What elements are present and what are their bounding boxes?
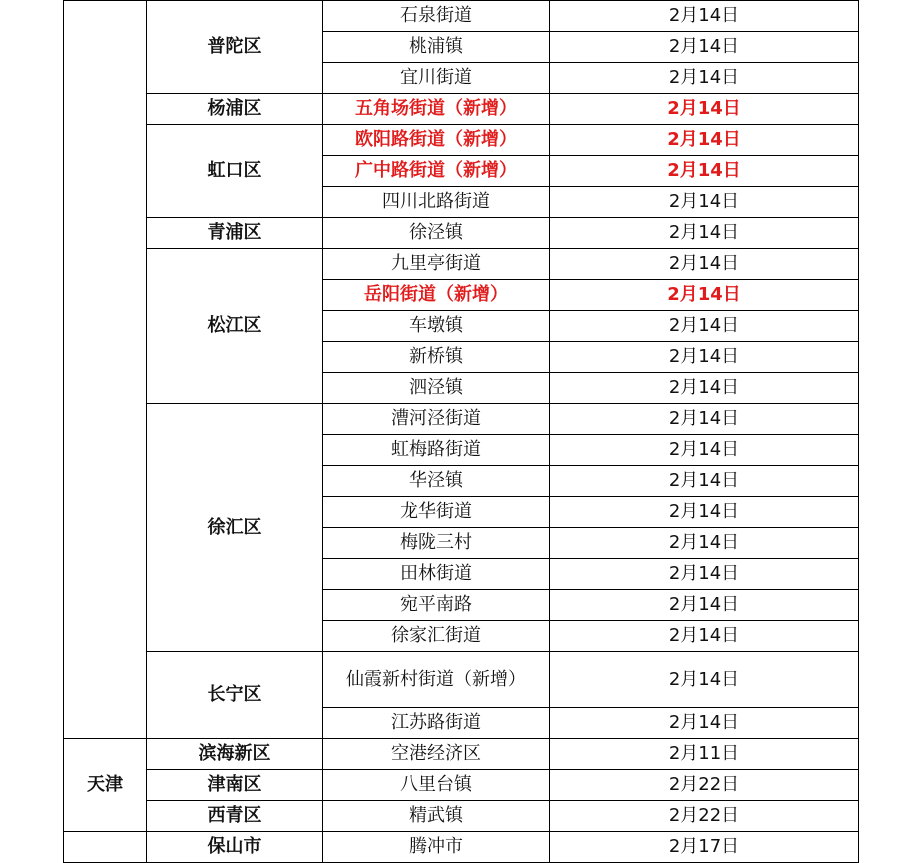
date-cell: 2月22日: [550, 801, 859, 832]
street-cell: 腾冲市: [323, 832, 550, 863]
street-cell: 徐家汇街道: [323, 621, 550, 652]
street-cell-new: 五角场街道（新增）: [323, 94, 550, 125]
date-cell: 2月14日: [550, 590, 859, 621]
table-row: [64, 770, 859, 801]
date-cell: 2月14日: [550, 621, 859, 652]
district-cell: 长宁区: [147, 652, 323, 739]
street-cell: 龙华街道: [323, 497, 550, 528]
date-cell: 2月14日: [550, 435, 859, 466]
risk-area-table: [63, 0, 859, 863]
district-cell: 虹口区: [147, 125, 323, 218]
date-cell: 2月14日: [550, 342, 859, 373]
date-cell: 2月11日: [550, 739, 859, 770]
district-cell: 普陀区: [147, 1, 323, 94]
district-cell: 保山市: [147, 832, 323, 863]
table-row: [64, 801, 859, 832]
date-cell-new: 2月14日: [550, 94, 859, 125]
district-cell: 滨海新区: [147, 739, 323, 770]
street-cell: 泗泾镇: [323, 373, 550, 404]
date-cell: 2月14日: [550, 63, 859, 94]
table-row: [64, 739, 859, 770]
date-cell: 2月14日: [550, 187, 859, 218]
street-cell: 新桥镇: [323, 342, 550, 373]
date-cell: 2月14日: [550, 528, 859, 559]
date-cell: 2月14日: [550, 373, 859, 404]
street-cell: [323, 652, 550, 708]
street-cell: 精武镇: [323, 801, 550, 832]
street-cell: 梅陇三村: [323, 528, 550, 559]
street-cell: 车墩镇: [323, 311, 550, 342]
date-cell-new: 2月14日: [550, 280, 859, 311]
street-cell: 九里亭街道: [323, 249, 550, 280]
street-cell: 石泉街道: [323, 1, 550, 32]
table-row: [64, 652, 859, 708]
street-cell-text: 仙霞新村街道（新增）: [346, 669, 526, 690]
street-cell: 徐泾镇: [323, 218, 550, 249]
date-cell: 2月14日: [550, 1, 859, 32]
date-cell: 2月14日: [550, 404, 859, 435]
date-cell: 2月14日: [550, 218, 859, 249]
province-cell-shanghai: [64, 1, 147, 739]
street-cell: 桃浦镇: [323, 32, 550, 63]
table-row: [64, 832, 859, 863]
street-cell: 四川北路街道: [323, 187, 550, 218]
table-row: [64, 1, 859, 32]
street-cell-new: 欧阳路街道（新增）: [323, 125, 550, 156]
date-cell: 2月14日: [550, 249, 859, 280]
district-cell: 松江区: [147, 249, 323, 404]
street-cell: 宛平南路: [323, 590, 550, 621]
table-row: [64, 249, 859, 280]
date-cell: 2月14日: [550, 466, 859, 497]
district-cell: 杨浦区: [147, 94, 323, 125]
date-cell: 2月22日: [550, 770, 859, 801]
district-cell: 徐汇区: [147, 404, 323, 652]
date-cell: 2月14日: [550, 497, 859, 528]
street-cell-new: 广中路街道（新增）: [323, 156, 550, 187]
date-cell-new: 2月14日: [550, 125, 859, 156]
date-cell: 2月14日: [550, 652, 859, 708]
district-cell: 津南区: [147, 770, 323, 801]
street-cell: 田林街道: [323, 559, 550, 590]
province-cell: [64, 832, 147, 863]
date-cell-new: 2月14日: [550, 156, 859, 187]
district-cell: 青浦区: [147, 218, 323, 249]
street-cell-new: 岳阳街道（新增）: [323, 280, 550, 311]
street-cell: 虹梅路街道: [323, 435, 550, 466]
street-cell: 华泾镇: [323, 466, 550, 497]
district-cell: 西青区: [147, 801, 323, 832]
street-cell: 漕河泾街道: [323, 404, 550, 435]
province-cell: 天津: [64, 739, 147, 832]
street-cell: 江苏路街道: [323, 708, 550, 739]
date-cell: 2月14日: [550, 32, 859, 63]
date-cell: 2月17日: [550, 832, 859, 863]
street-cell: 空港经济区: [323, 739, 550, 770]
table-row: [64, 94, 859, 125]
date-cell: 2月14日: [550, 559, 859, 590]
date-cell: 2月14日: [550, 311, 859, 342]
table-row: [64, 404, 859, 435]
date-cell: 2月14日: [550, 708, 859, 739]
street-cell: 宜川街道: [323, 63, 550, 94]
table-row: [64, 218, 859, 249]
street-cell: 八里台镇: [323, 770, 550, 801]
table-row: [64, 125, 859, 156]
